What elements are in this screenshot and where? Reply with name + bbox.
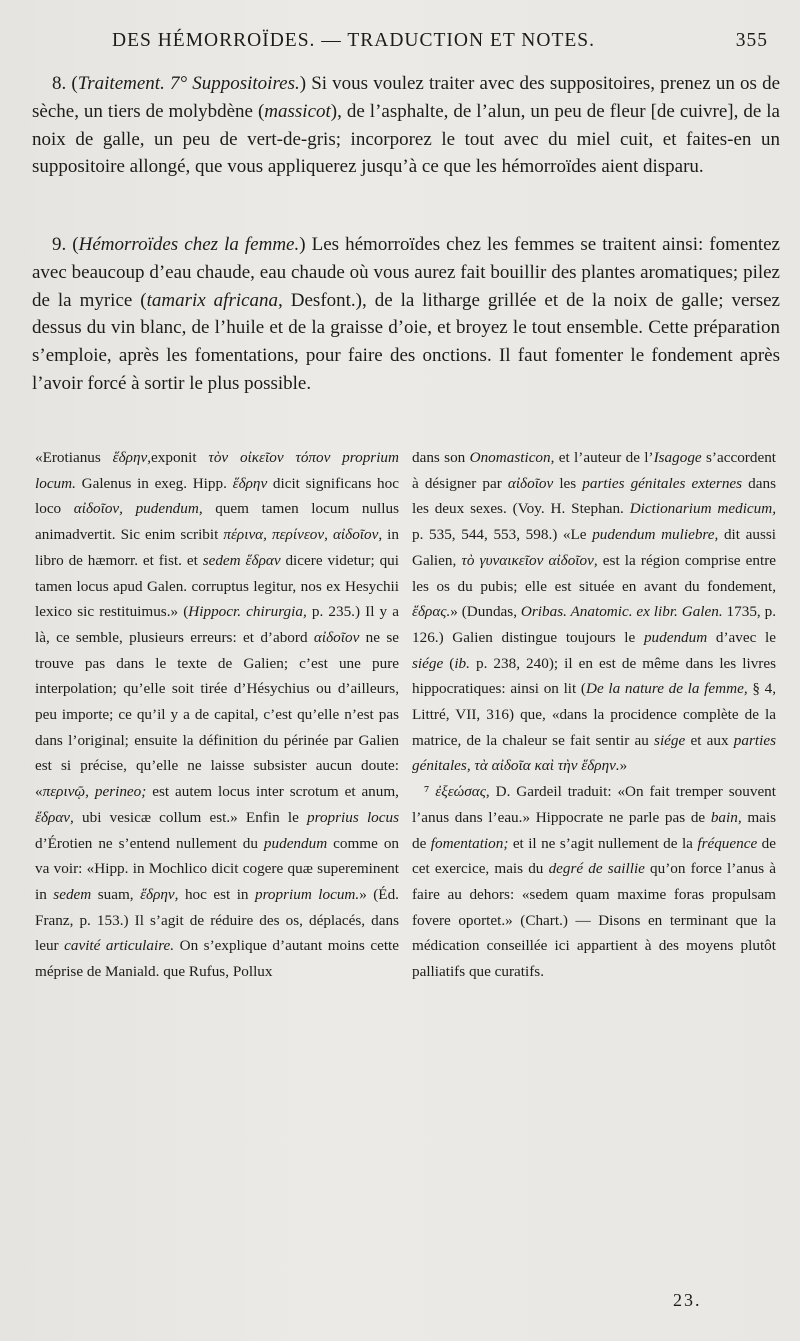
- footnote-column-left: [35, 445, 399, 985]
- running-header: [60, 30, 770, 60]
- paragraph-number: 9. (: [52, 234, 79, 255]
- paragraph-9: [32, 231, 780, 398]
- paragraph-text: ), de l’asphalte, de l’alun, un peu de fleur [de cuivre], de la noix de galle, un peu de vert-de-gris; incorporez le tout avec du miel cuit, et faites-en un suppositoire allongé, que vous appliquerez jusqu’à ce que les hémorroïdes aient disparu.: [32, 100, 780, 178]
- paragraph-text: ) Les hémorroïdes chez les femmes se traitent ainsi: fomentez avec beaucoup d’eau chaude, eau chaude où vous aurez fait bouillir des plantes aromatiques; pilez de la myrice (: [32, 234, 780, 311]
- paragraph-8: [32, 70, 780, 181]
- italic-term: tamarix africana,: [146, 289, 283, 311]
- footnote-text: «Erotianus ἕδρην,exponit τὸν οἰκεῖον τόπον proprium locum. Galenus in exeg. Hipp. ἕδρην dicit significans hoc loco αἰδοῖον, pudendum, quem tamen locum nullus animadvertit. Sic enim scribit πέρινα, περίνεον, αἰδοῖον, in libro de hæmorr. et fist. et sedem ἕδραν dicere videtur; qui tamen locus apud Galen. corruptus legitur, nos ex Hesychii lexico sic restituimus.» (Hippocr. chirurgia, p. 235.) Il y a là, ce semble, plusieurs erreurs: et d’abord αἰδοῖον ne se trouve pas dans le texte de Galien; c’est une pure interpolation; qu’elle soit tirée d’Hésychius ou d’ailleurs, peu importe; ce qu’il y a de capital, c’est qu’elle n’est pas dans l’original; ensuite la définition du périnée par Galien est si précise, qu’elle ne laisse subsister aucun doute: «περινῷ, perineo; est autem locus inter scrotum et anum, ἕδραν, ubi vesicæ collum est.» Enfin le proprius locus d’Érotien ne s’entend nullement du pudendum comme on va voir: «Hipp. in Mochlico dicit cogere quæ supereminent in sedem suam, ἕδρην, hoc est in proprium locum.» (Éd. Franz, p. 153.) Il s’agit de réduire des os, déplacés, dans leur cavité articulaire. On s’explique d’autant moins cette méprise de Maniald. que Rufus, Pollux: [35, 449, 400, 981]
- footnote-text: dans son Onomasticon, et l’auteur de l’Isagoge s’accordent à désigner par αἰδοῖον les parties génitales externes dans les deux sexes. (Voy. H. Stephan. Dictionarium medicum, p. 535, 544, 553, 598.) «Le pudendum muliebre, dit aussi Galien, τὸ γυναικεῖον αἰδοῖον, est la région comprise entre les os du pubis; elle est située en avant du fondement, ἕδρας.» (Dundas, Oribas. Anatomic. ex libr. Galen. 1735, p. 126.) Galien distingue toujours le pudendum d’avec le siége (ib. p. 238, 240); il en est de même dans les livres hippocratiques: ainsi on lit (De la nature de la femme, § 4, Littré, VII, 316) que, «dans la procidence complète de la matrice, de la chaleur se fait sentir au siége et aux parties génitales, τὰ αἰδοῖα καὶ τὴν ἕδρην.»: [412, 449, 777, 775]
- paragraph-number: 8. (: [52, 73, 78, 94]
- page-number: 355: [735, 30, 768, 51]
- signature-mark: 23.: [673, 1290, 702, 1310]
- paragraph-text: Desfont.), de la litharge grillée et de la noix de galle; versez dessus du vin blanc, de l’huile et de la graisse d’oie, et broyez le tout ensemble. Cette préparation s’emploie, après les fomentations, pour faire des onctions. Il faut fomenter le fondement après l’avoir forcé à sortir le plus possible.: [32, 289, 780, 394]
- italic-term: massicot: [264, 100, 331, 122]
- paragraph-heading: Traitement. 7° Suppositoires.: [77, 73, 300, 94]
- paragraph-text: ) Si vous voulez traiter avec des suppositoires, prenez un os de sèche, un tiers de molybdène (: [32, 73, 781, 122]
- running-title: DES HÉMORROÏDES. — TRADUCTION ET NOTES.: [112, 30, 595, 51]
- footnote-column-right: [412, 445, 776, 985]
- footnotes: [35, 445, 785, 1165]
- paragraph-heading: Hémorroïdes chez la femme.: [78, 234, 300, 255]
- footnote-7: ⁷ ἐξεώσας, D. Gardeil traduit: «On fait tremper souvent l’anus dans l’eau.» Hippocrate ne parle pas de bain, mais de fomentation; et il ne s’agit nullement de la fréquence de cet exercice, mais du degré de saillie qu’on force l’anus à faire au dehors: «sedem quam maxime foras propulsam fovere oportet.» (Chart.) — Disons en terminant que la médication conseillée ici appartient à des moyens plutôt palliatifs que curatifs.: [412, 783, 776, 981]
